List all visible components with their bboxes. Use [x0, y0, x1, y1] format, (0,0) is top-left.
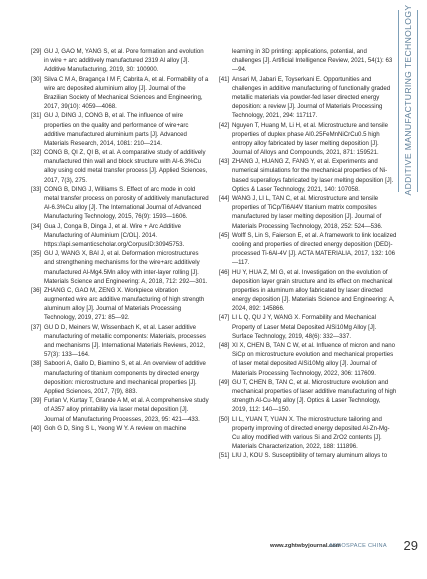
reference-text: Nguyen T, Huang M, Li H, et al. Microstructure and tensile properties of duplex phase Al0.25FeMnNiCrCu0.5 high entropy alloy fabricated by laser melting deposition [J]. Journal of Alloys and Compounds, 2021, 871: 159521.	[232, 121, 389, 157]
reference-entry	[219, 157, 397, 194]
reference-entry	[31, 111, 209, 148]
reference-number: [37]	[31, 323, 42, 331]
reference-entry	[31, 286, 209, 323]
reference-entry	[219, 121, 397, 158]
reference-number: [40]	[31, 424, 42, 432]
reference-entry	[31, 75, 209, 112]
reference-number: [43]	[219, 158, 230, 166]
reference-number: [44]	[219, 195, 230, 202]
reference-text: XI X, CHEN B, TAN C W, et al. Influence of micron and nano SiCp on microstructure evolution and mechanical properties of laser metal deposited AlSi10Mg alloy [J]. Journal of Materials Processing Technology, 2022, 306: 117609.	[232, 342, 396, 377]
reference-text: learning in 3D printing: applications, potential, and challenges [J]. Artificial Intelligence Review, 2021, 54(1): 63—94.	[232, 48, 393, 74]
reference-number: [39]	[31, 397, 42, 405]
reference-text: Goh G D, Sing S L, Yeong W Y. A review on machine	[44, 424, 187, 432]
reference-text: GU J, DING J, CONG B, et al. The influence of wire properties on the quality and performance of wire+arc additive manufactured aluminium parts [J]. Advanced Materials Research, 2014, 1081: 210—214.	[44, 112, 189, 147]
reference-entry	[31, 222, 209, 250]
reference-text: Wolff S, Lin S, Faierson E, et al. A framework to link localized cooling and properties of directed energy deposition (DED)-processed Ti-6Al-4V [J]. ACTA MATERIALIA, 2017, 132: 106—117.	[232, 231, 397, 267]
reference-text: GU J, GAO M, YANG S, et al. Pore formation and evolution in wire + arc additively manufactured 2319 Al alloy [J]. Additive Manufacturing, 2019, 30: 100900.	[44, 48, 204, 74]
reference-number: [36]	[31, 286, 42, 294]
reference-number: [30]	[31, 75, 42, 83]
reference-number: [48]	[219, 342, 230, 349]
reference-entry	[31, 396, 209, 424]
reference-text: Gua J, Conga B, Dinga J, et al. Wire + Arc Additive Manufacturing of Aluminium [C/OL]. 2014. https://api.semanticscholar.org/CorpusID:30945753.	[44, 222, 185, 248]
reference-list-right-column	[219, 47, 397, 460]
reference-text: Silva C M A, Bragança I M F, Cabrita A, et al. Formability of a wire arc deposited aluminium alloy [J]. Journal of the Brazilian Society of Mechanical Sciences and Engineering, 2017, 39(10): 4059—4068.	[44, 75, 209, 111]
reference-entry	[219, 451, 397, 460]
reference-text: ZHANG C, GAO M, ZENG X. Workpiece vibration augmented wire arc additive manufacturing of high strength aluminum alloy [J]. Journal of Materials Processing Technology, 2019, 271: 85—92.	[44, 286, 205, 322]
reference-text: GU J, WANG X, BAI J, et al. Deformation microstructures and strengthening mechanisms for the wire+arc additively manufactured Al-Mg4.5Mn alloy with inter-layer rolling [J]. Materials Science and Engineering: A, 2018, 712: 292—301.	[44, 250, 208, 285]
reference-number: [35]	[31, 250, 42, 258]
reference-entry	[31, 185, 209, 222]
reference-entry	[219, 268, 397, 314]
reference-text: CONG B, QI Z, QI B, et al. A comparative study of additively manufactured thin wall and block structure with Al-6.3%Cu alloy using cold metal transfer process [J]. Applied Sciences, 2017, 7(3), 275.	[44, 149, 208, 184]
reference-number: [32]	[31, 149, 42, 157]
reference-number: [33]	[31, 185, 42, 193]
reference-entry	[219, 75, 397, 121]
magazine-name: AEROSPACE CHINA	[329, 543, 387, 549]
reference-entry	[31, 323, 209, 360]
reference-entry	[31, 424, 209, 433]
reference-number: [41]	[219, 75, 230, 83]
reference-text: HU Y, HUA Z, MI G, et al. Investigation on the evolution of deposition layer grain structure and its effect on mechanical properties in aluminum alloy fabricated by laser directed energy deposition [J]. Materials Science and Engineering: A, 2024, 892: 145866.	[232, 268, 395, 313]
page-footer	[270, 539, 418, 553]
reference-text: LIU J, KOU S. Susceptibility of ternary aluminum alloys to	[232, 452, 388, 460]
reference-text: ZHANG J, HUANG Z, FANG Y, et al. Experiments and numerical simulations for the mechanical properties of Ni-based superalloys fabricated by laser melting deposition [J]. Optics & Laser Technology, 2021, 140: 107058.	[232, 158, 394, 193]
reference-number: [45]	[219, 231, 230, 239]
reference-number: [49]	[219, 378, 230, 386]
reference-entry	[31, 249, 209, 286]
reference-number: [38]	[31, 360, 42, 368]
reference-number: [51]	[219, 452, 230, 460]
reference-entry	[219, 231, 397, 268]
reference-entry	[31, 47, 209, 75]
reference-text: LI L Q, QU J Y, WANG X. Formability and Mechanical Property of Laser Metal Deposited AlSi10Mg Alloy [J]. Surface Technology, 2019, 48(6): 332—337.	[232, 314, 377, 340]
reference-list-left-column	[31, 47, 209, 433]
reference-number: [42]	[219, 121, 230, 129]
reference-entry	[219, 378, 397, 415]
reference-number: [47]	[219, 314, 230, 322]
reference-text: CONG B, DING J, Williams S. Effect of arc mode in cold metal transfer process on porosity of additively manufactured Al-6.3%Cu alloy [J]. The International Journal of Advanced Manufacturing Technology, 2015, 76(9): 1593—1606.	[44, 185, 209, 221]
reference-entry	[219, 313, 397, 341]
reference-text: GU D D, Meiners W, Wissenbach K, et al. Laser additive manufacturing of metallic components: Materials, processes and mechanisms [J]. International Materials Reviews, 2012, 57(3): 133—164.	[44, 323, 206, 359]
reference-text: GU T, CHEN B, TAN C, et al. Microstructure evolution and mechanical properties of laser additive manufacturing of high strength Al-Cu-Mg alloy [J]. Optics & Laser Technology, 2019, 112: 140—150.	[232, 378, 397, 414]
reference-entry	[31, 148, 209, 185]
reference-entry	[31, 359, 209, 396]
reference-number: [50]	[219, 415, 230, 423]
reference-text: Saboori A, Gallo D, Biamino S, et al. An overview of additive manufacturing of titanium components by directed energy deposition: microstructure and mechanical properties [J]. Applied Sciences, 2017, 7(9), 883.	[44, 360, 206, 395]
reference-number: [34]	[31, 222, 42, 230]
reference-number: [31]	[31, 112, 42, 120]
reference-text: WANG J, LI L, TAN C, et al. Microstructure and tensile properties of TiCp/Ti6Al4V titanium matrix composites manufactured by laser melting deposition [J]. Journal of Materials Processing Technology, 2018, 252: 524—536.	[232, 195, 383, 230]
reference-number: [29]	[31, 48, 42, 55]
reference-entry	[219, 341, 397, 378]
page-number: 29	[403, 538, 418, 553]
reference-text: Ansari M, Jabari E, Toyserkani E. Opportunities and challenges in additive manufacturing of functionally graded metallic materials via powder-fed laser directed energy deposition: a review [J]. Journal of Materials Processing Technology, 2021, 294: 117117.	[232, 75, 391, 120]
reference-number: [46]	[219, 268, 230, 276]
reference-text: LI L, YUAN T, YUAN X. The microstructure tailoring and property improving of directed energy deposited Al-Zn-Mg-Cu alloy modified with various Si and ZrO2 contents [J]. Materials Characterization, 2022, 188: 111896.	[232, 415, 390, 451]
reference-entry	[219, 194, 397, 231]
reference-entry	[219, 415, 397, 452]
journal-url: www.zghtwbyjournal.com	[270, 543, 341, 549]
journal-section-title: ADDITIVE MANUFACTURING TECHNOLOGY	[403, 4, 413, 196]
reference-text: Furlan V, Kurtay T, Grande A M, et al. A comprehensive study of A357 alloy printability via laser metal deposition [J]. Journal of Manufacturing Processes, 2023, 95: 421—433.	[44, 397, 209, 423]
reference-entry	[219, 47, 397, 75]
